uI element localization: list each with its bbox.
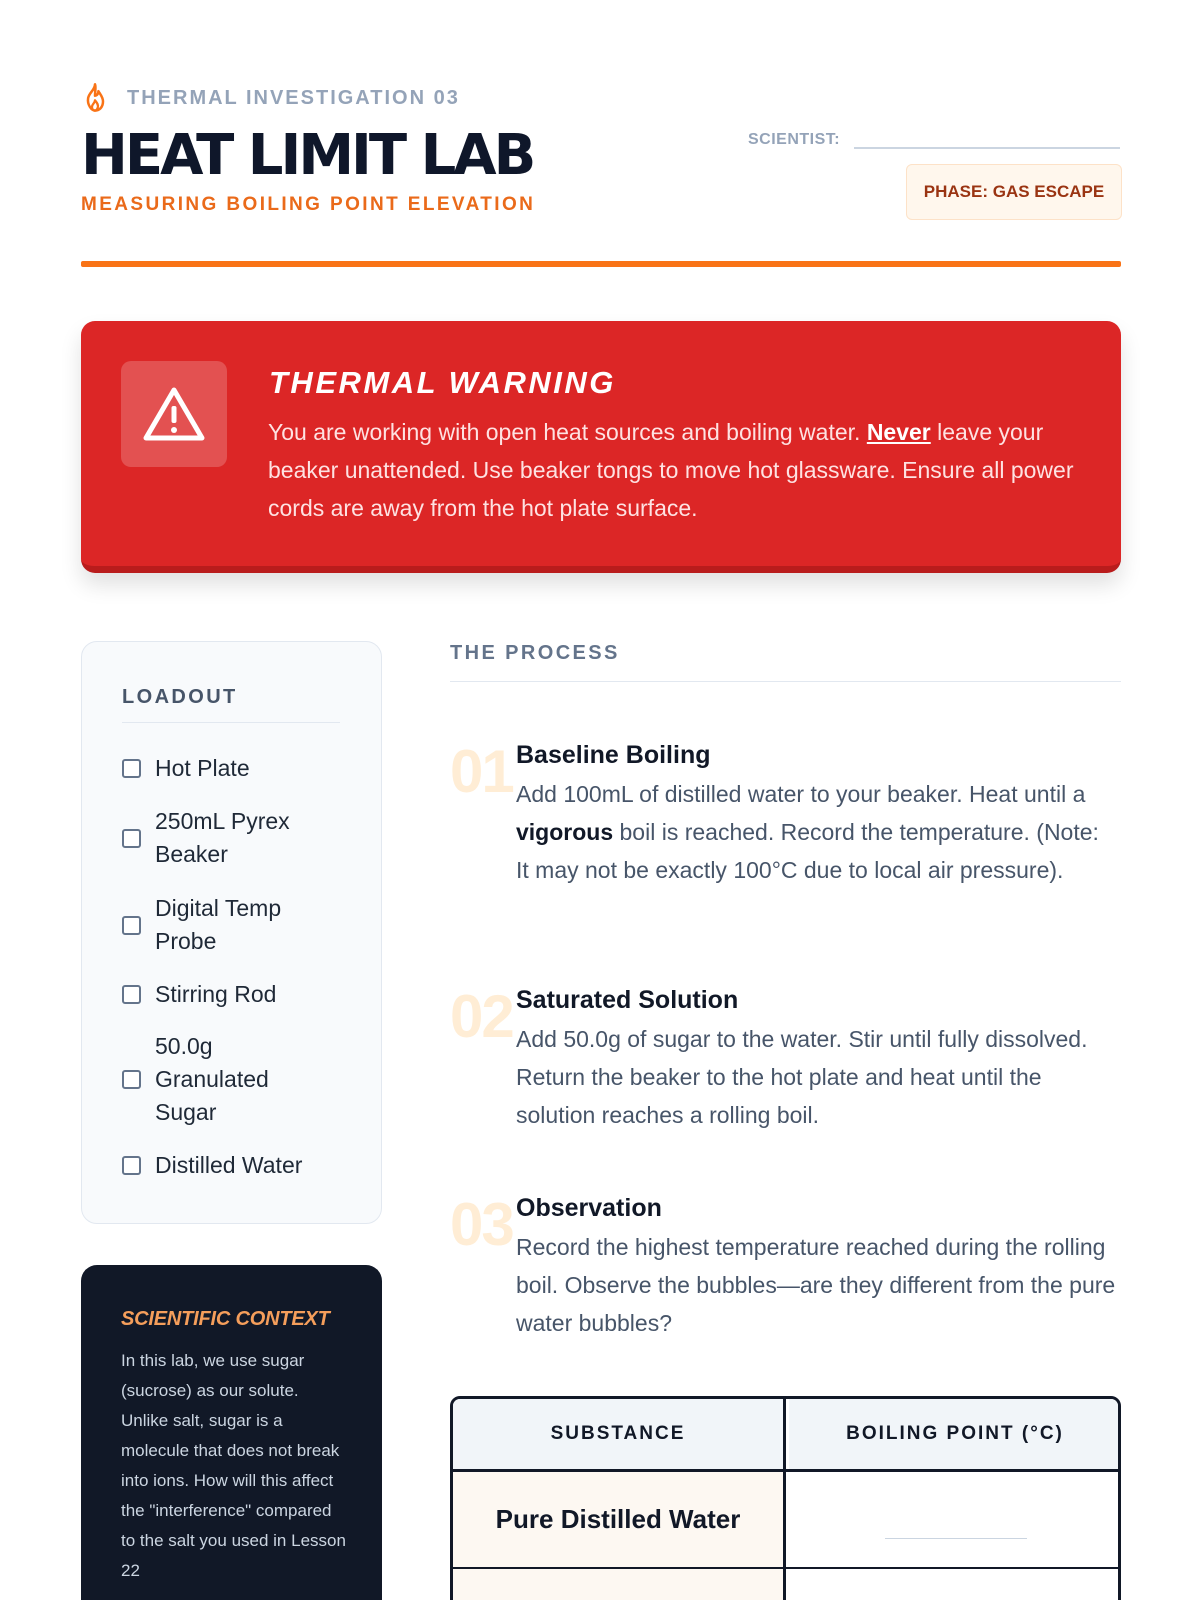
loadout-title: LOADOUT (122, 686, 238, 708)
table-row (453, 1569, 786, 1600)
checkbox[interactable] (122, 759, 141, 778)
scientist-field (748, 115, 1120, 149)
context-body: In this lab, we use sugar (sucrose) as our solute. Unlike salt, sugar is a molecule that does not break into ions. How will this affect the "interference" compared to the salt you used in Lesson 22 (121, 1351, 346, 1580)
loadout-item-label: 50.0g Granulated Sugar (155, 1033, 269, 1125)
loadout-card (81, 641, 382, 1224)
warning-title: THERMAL WARNING (269, 365, 616, 400)
header-divider (81, 261, 1121, 267)
step-title: Baseline Boiling (516, 741, 711, 769)
step-body: Add 50.0g of sugar to the water. Stir until fully dissolved. Return the beaker to the hot plate and heat until the solution reaches a rolling boil. (516, 1026, 1088, 1128)
answer-line (885, 1538, 1027, 1539)
step-body-end: boil is reached. Record the temperature. (Note: It may not be exactly 100°C due to local air pressure). (516, 819, 1099, 883)
checkbox[interactable] (122, 1156, 141, 1175)
loadout-item-label: Hot Plate (155, 755, 250, 781)
table-header-substance: SUBSTANCE (453, 1399, 786, 1469)
checkbox[interactable] (122, 1070, 141, 1089)
step-body: Record the highest temperature reached during the rolling boil. Observe the bubbles—are they different from the pure water bubbles? (516, 1234, 1116, 1336)
warning-text-end: leave your beaker unattended. Use beaker tongs to move hot glassware. Ensure all power cords are away from the hot plate surface. (268, 419, 1074, 521)
page-title: HEAT LIMIT LAB (81, 123, 534, 188)
table-cell-boiling-point[interactable] (789, 1472, 1121, 1567)
table-header-boiling-point: BOILING POINT (°C) (789, 1399, 1121, 1469)
scientific-context-card (81, 1265, 382, 1600)
context-title: SCIENTIFIC CONTEXT (121, 1308, 330, 1330)
warning-icon-badge (121, 361, 227, 467)
flame-icon (81, 82, 109, 114)
warning-emphasis: Never (866, 419, 931, 445)
thermal-warning-banner (81, 321, 1121, 573)
loadout-item[interactable] (122, 805, 315, 871)
step-title: Observation (516, 1194, 662, 1222)
scientist-input[interactable] (854, 115, 1120, 149)
kicker-text: THERMAL INVESTIGATION 03 (127, 86, 460, 109)
loadout-item[interactable] (122, 978, 335, 1011)
warning-triangle-icon (141, 384, 207, 444)
step-body-start: Add 100mL of distilled water to your beaker. Heat until a (516, 781, 1086, 807)
table-row (789, 1569, 1121, 1600)
checkbox[interactable] (122, 829, 141, 848)
step-emphasis: vigorous (516, 819, 614, 845)
phase-badge: PHASE: GAS ESCAPE (906, 164, 1122, 220)
step-title: Saturated Solution (516, 986, 739, 1014)
header (81, 0, 1121, 270)
loadout-item[interactable] (122, 1030, 285, 1129)
loadout-item[interactable] (122, 892, 315, 958)
process-step (450, 1191, 1121, 1354)
step-body (516, 775, 1116, 889)
step-number: 02 (450, 983, 513, 1050)
step-number: 03 (450, 1191, 513, 1258)
results-table (450, 1396, 1121, 1600)
step-number: 01 (450, 738, 513, 805)
loadout-item-label: Distilled Water (155, 1152, 303, 1178)
scientist-label: SCIENTIST: (748, 131, 841, 148)
loadout-item-label: Digital Temp Probe (155, 895, 282, 954)
warning-body (268, 413, 1088, 527)
process-divider (450, 681, 1121, 682)
loadout-divider (122, 722, 340, 723)
process-step (450, 738, 1121, 931)
process-step (450, 983, 1121, 1146)
checkbox[interactable] (122, 916, 141, 935)
loadout-item[interactable] (122, 752, 335, 785)
table-cell-substance: Pure Distilled Water (453, 1472, 786, 1567)
loadout-item-label: 250mL Pyrex Beaker (155, 808, 290, 867)
checkbox[interactable] (122, 985, 141, 1004)
loadout-item[interactable] (122, 1149, 345, 1182)
loadout-item-label: Stirring Rod (155, 981, 277, 1007)
page-subtitle: MEASURING BOILING POINT ELEVATION (81, 194, 536, 215)
warning-text-start: You are working with open heat sources and boiling water. (268, 419, 867, 445)
process-title: THE PROCESS (450, 642, 620, 664)
kicker (81, 82, 460, 114)
